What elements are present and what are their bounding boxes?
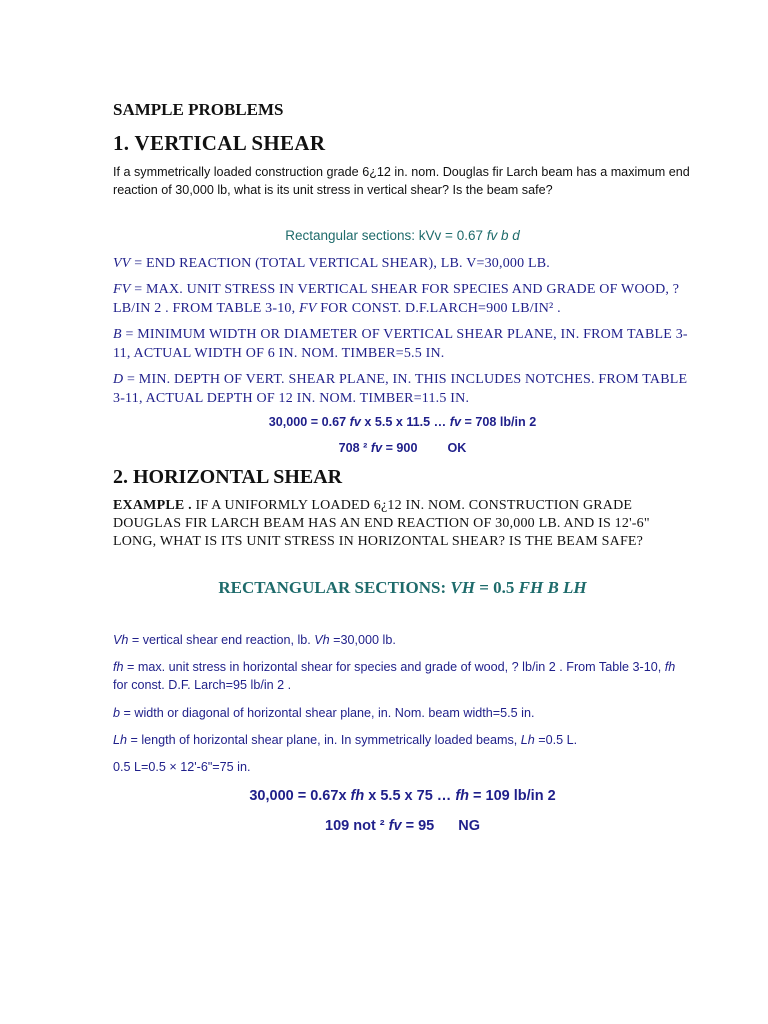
definition-text: = max. unit stress in horizontal shear for species and grade of wood, ? lb/in 2 . From Table 3-10, [123,660,665,674]
symbol: Vh [113,633,129,647]
calc-part: = 109 lb/in 2 [469,788,556,804]
def-b [113,325,692,363]
result-ng: NG [458,818,480,834]
section-vertical-shear-heading: 1. VERTICAL SHEAR [113,131,326,155]
symbol: Lh [113,733,128,747]
calc-symbol: fh [350,788,365,804]
definition-text: =0.5 L. [534,733,578,747]
calc-symbol: fv [370,441,383,455]
def-fv [113,280,692,318]
definition-text: = MINIMUM WIDTH OR DIAMETER OF VERTICAL SHEAR PLANE, IN. FROM TABLE 3-11, ACTUAL WIDTH OF 6 IN. NOM. TIMBER=5.5 IN. [113,327,688,361]
half-span-calc: 0.5 L=0.5 × 12'-6"=75 in. [113,760,251,774]
example-text: IF A UNIFORMLY LOADED 6¿12 IN. NOM. CONSTRUCTION GRADE DOUGLAS FIR LARCH BEAM HAS AN END REACTION OF 30,000 LB. AND IS 12'-6" LONG, WHAT IS ITS UNIT STRESS IN HORIZONTAL SHEAR? IS THE BEAM SAFE? [113,498,650,549]
example-label: EXAMPLE . [113,498,196,513]
horizontal-shear-example [113,497,692,551]
def-fh [113,658,692,694]
calc-symbol: fv [349,415,361,429]
horizontal-shear-check [113,818,692,834]
calc-part: 30,000 = 0.67 [268,415,350,429]
def-d [113,370,692,408]
def-vh [113,631,692,649]
definition-text: = MAX. UNIT STRESS IN VERTICAL SHEAR FOR SPECIES AND GRADE OF WOOD, ? LB/IN 2 . FROM TABLE 3-10, [113,282,680,316]
calc-part: = 900 [382,441,418,455]
symbol: fh [113,660,124,674]
calc-part: = 95 [401,818,435,834]
calc-part: x 5.5 x 11.5 … [360,415,450,429]
symbol: Lh [520,733,535,747]
formula-mid: = 0.5 [474,578,519,597]
section-horizontal-shear-heading: 2. HORIZONTAL SHEAR [113,466,343,488]
def-b-horizontal [113,704,692,722]
calc-symbol: fv [388,818,402,834]
formula-vars: fv b d [486,228,520,243]
definition-text: = width or diagonal of horizontal shear plane, in. Nom. beam width=5.5 in. [120,706,535,720]
definition-text: = vertical shear end reaction, lb. [128,633,315,647]
horizontal-shear-calc [113,788,692,804]
vertical-shear-check [113,441,692,455]
symbol: FV [299,301,317,316]
calc-part: = 708 lb/in 2 [460,415,537,429]
symbol: VV [113,256,131,271]
definition-text: for const. D.F. Larch=95 lb/in 2 . [113,678,292,692]
result-ok: OK [447,441,467,455]
def-vv [113,254,692,273]
symbol: Vh [314,633,330,647]
calc-part: x 5.5 x 75 … [364,788,456,804]
symbol: B [113,327,122,342]
calc-part: 708 ² [338,441,371,455]
vertical-shear-question: If a symmetrically loaded construction grade 6¿12 in. nom. Douglas fir Larch beam has a maximum end reaction of 30,000 lb, what is its unit stress in vertical shear? Is the beam safe? [113,165,690,197]
formula-prefix: RECTANGULAR SECTIONS: [218,578,451,597]
calc-symbol: fh [455,788,470,804]
symbol: fh [664,660,676,674]
definition-text: FOR CONST. D.F.LARCH=900 LB/IN² . [316,301,561,316]
vertical-shear-calc [113,415,692,429]
vertical-shear-formula [113,228,692,243]
def-lh [113,731,692,749]
definition-text: = length of horizontal shear plane, in. In symmetrically loaded beams, [127,733,521,747]
formula-symbol: VH [450,578,475,597]
calc-symbol: fv [449,415,461,429]
formula-vars: FH B LH [518,578,587,597]
definition-text: = MIN. DEPTH OF VERT. SHEAR PLANE, IN. THIS INCLUDES NOTCHES. FROM TABLE 3-11, ACTUAL DEPTH OF 12 IN. NOM. TIMBER=11.5 IN. [113,372,688,406]
calc-part: 30,000 = 0.67x [249,788,351,804]
formula-prefix: Rectangular sections: kVv = 0.67 [285,228,487,243]
symbol: b [113,706,121,720]
definition-text: =30,000 lb. [329,633,396,647]
horizontal-shear-formula [113,578,692,598]
symbol: FV [113,282,131,297]
symbol: D [113,372,124,387]
page-title: SAMPLE PROBLEMS [113,100,284,119]
definition-text: = END REACTION (TOTAL VERTICAL SHEAR), LB. V=30,000 LB. [130,256,550,271]
calc-part: 109 not ² [325,818,389,834]
